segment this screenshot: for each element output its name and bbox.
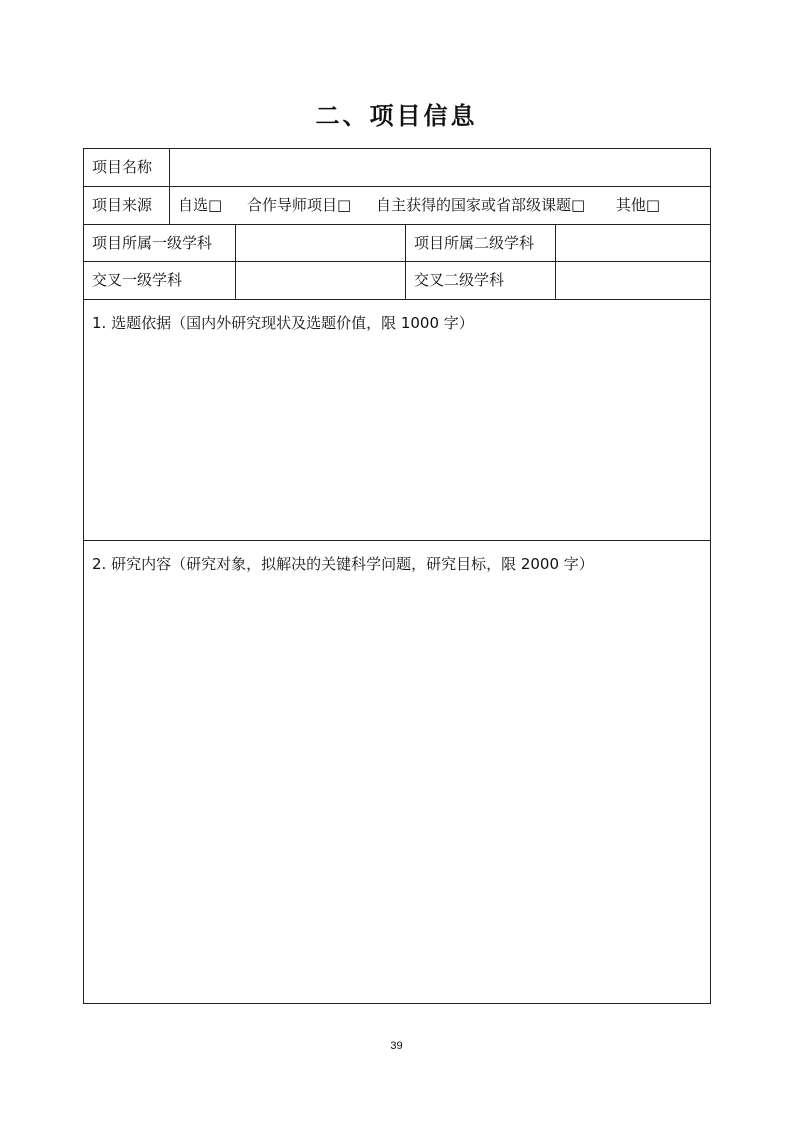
project-source-options (169, 187, 710, 224)
project-source-label: 项目来源 (92, 196, 153, 214)
cross-primary-field[interactable] (235, 262, 405, 299)
cross-secondary-field[interactable] (555, 262, 710, 299)
project-info-form (83, 148, 711, 1004)
section-research-content-label: 2. 研究内容（研究对象，拟解决的关键科学问题，研究目标，限 2000 字） (92, 555, 594, 573)
option-cooperative-advisor[interactable]: 合作导师项目□ (246, 196, 352, 214)
section-topic-basis-label: 1. 选题依据（国内外研究现状及选题价值，限 1000 字） (92, 314, 474, 332)
row-discipline (84, 225, 710, 262)
secondary-discipline-label: 项目所属二级学科 (405, 225, 555, 261)
section-research-content[interactable] (84, 541, 710, 1003)
row-project-name (84, 149, 710, 187)
project-name-field[interactable] (169, 149, 710, 186)
row-project-source (84, 187, 710, 225)
page-number: 39 (390, 1040, 403, 1052)
cross-secondary-label: 交叉二级学科 (405, 262, 555, 299)
project-name-label: 项目名称 (92, 158, 153, 176)
row-cross-discipline (84, 262, 710, 300)
section-topic-basis[interactable] (84, 300, 710, 541)
secondary-discipline-field[interactable] (555, 225, 710, 261)
page-title: 二、项目信息 (315, 102, 478, 130)
primary-discipline-field[interactable] (235, 225, 405, 261)
cross-primary-label: 交叉一级学科 (92, 271, 183, 289)
option-other[interactable]: 其他□ (615, 196, 661, 214)
option-national-provincial[interactable]: 自主获得的国家或省部级课题□ (375, 196, 586, 214)
option-self-selected[interactable]: 自选□ (178, 196, 223, 214)
primary-discipline-label: 项目所属一级学科 (92, 234, 213, 252)
